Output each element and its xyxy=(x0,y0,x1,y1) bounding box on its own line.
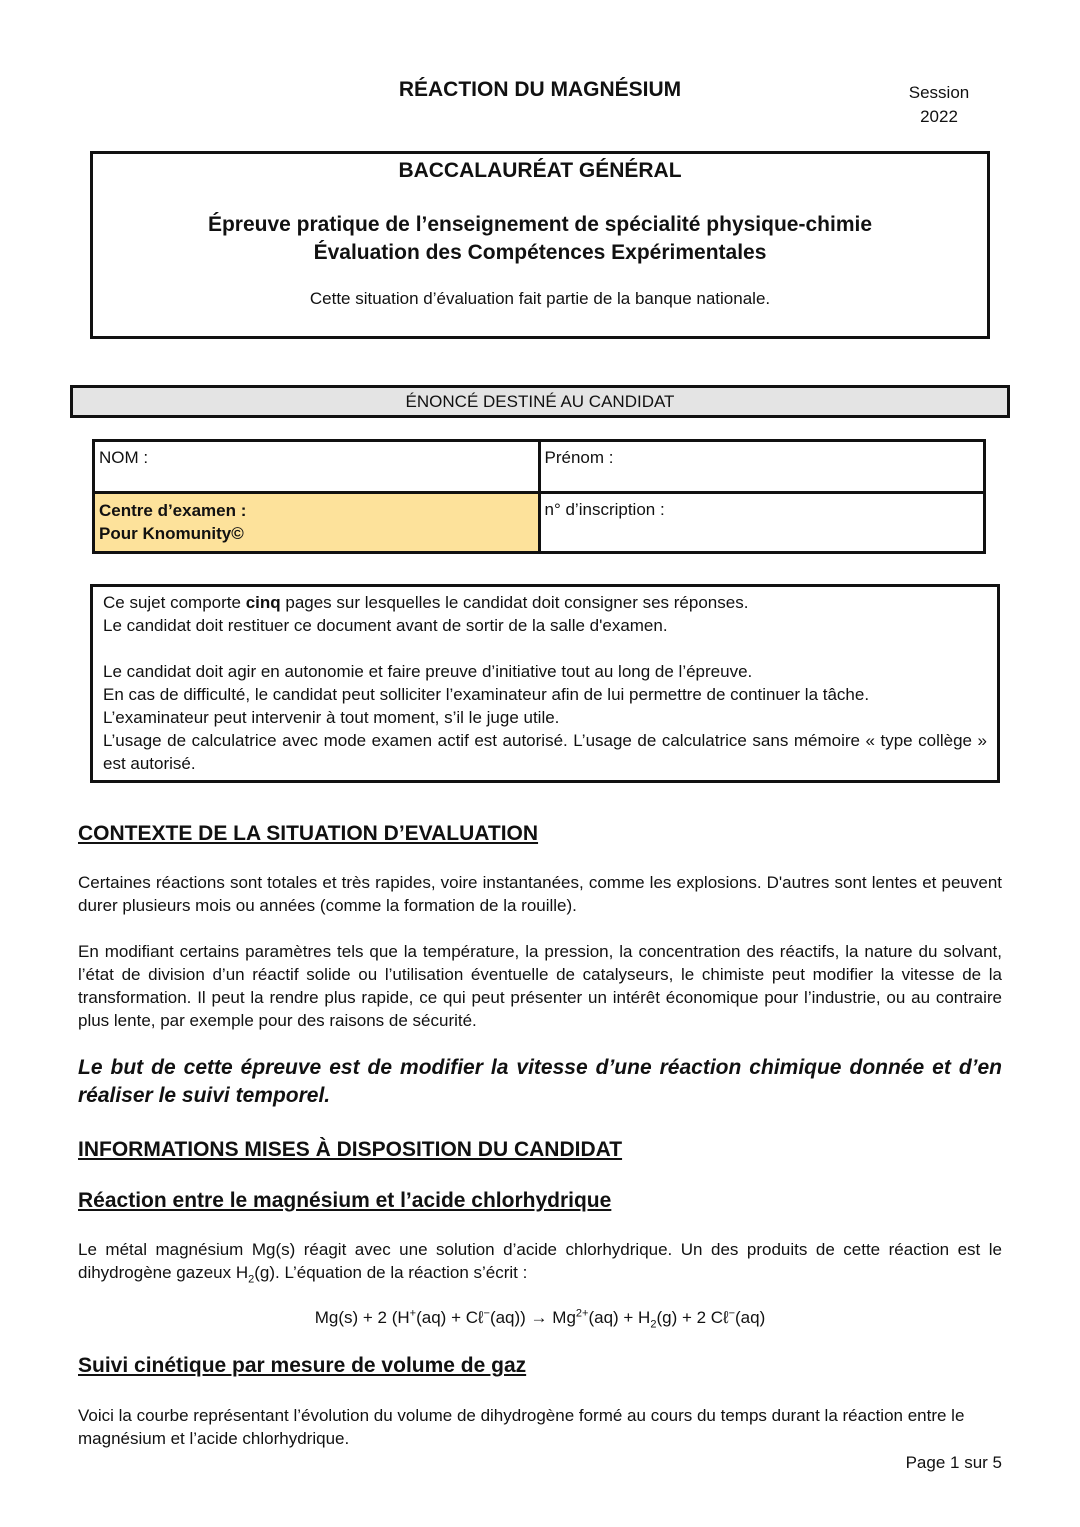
session-info xyxy=(880,81,998,129)
instruction-text: Ce sujet comporte xyxy=(103,593,246,612)
equation-part: (aq) + Cℓ xyxy=(416,1308,484,1327)
prenom-label: Prénom : xyxy=(544,448,614,467)
superscript: − xyxy=(483,1307,490,1320)
reaction-equation xyxy=(0,1307,1080,1331)
page-number: Page 1 sur 5 xyxy=(905,1453,1002,1472)
contexte-paragraph-1: Certaines réactions sont totales et très rapides, voire instantanées, comme les explosions. D'autres sont lentes et peuvent durer plusieurs mois ou années (comme la formation de la rouille). xyxy=(78,873,1002,915)
contexte-paragraph-2: En modifiant certains paramètres tels que la température, la pression, la concentration des réactifs, la nature du solvant, l’état de division d’un réactif solide ou l’utilisation éventuelle de catalyseurs, le chimiste peut modifier la vitesse de la transformation. Il peut la rendre plus rapide, ce qui peut présenter un intérêt économique pour l’industrie, ou au contraire plus lente, par exemple pour des raisons de sécurité. xyxy=(78,942,1002,1030)
exam-subtitle-line2: Évaluation des Compétences Expérimentales xyxy=(313,241,767,264)
centre-label: Centre d’examen : xyxy=(99,501,247,520)
session-label: Session xyxy=(908,83,970,102)
instruction-line: L’examinateur peut intervenir à tout moment, s’il le juge utile. xyxy=(103,708,560,727)
instruction-line xyxy=(103,591,987,614)
equation-part: (aq) xyxy=(735,1308,766,1327)
equation-part: (aq)) → Mg xyxy=(489,1308,576,1327)
reaction-text: Le métal magnésium Mg(s) réagit avec une solution d’acide chlorhydrique. Un des produits de cette réaction est le dihydrogène gazeux H xyxy=(78,1240,1002,1282)
instruction-line: Le candidat doit restituer ce document avant de sortir de la salle d'examen. xyxy=(103,616,668,635)
equation-part: (aq) + H xyxy=(588,1308,651,1327)
equation-part: Mg(s) + 2 (H xyxy=(314,1308,410,1327)
nom-label: NOM : xyxy=(99,448,149,467)
candidate-identity-table xyxy=(92,439,986,554)
instruction-text: pages sur lesquelles le candidat doit consigner ses réponses. xyxy=(280,593,749,612)
suivi-paragraph: Voici la courbe représentant l’évolution du volume de dihydrogène formé au cours du temps durant la réaction entre le magnésium et l’acide chlorhydrique. xyxy=(78,1406,965,1448)
prenom-field[interactable] xyxy=(539,441,985,493)
document-title: RÉACTION DU MAGNÉSIUM xyxy=(398,78,682,101)
nom-field[interactable] xyxy=(94,441,540,493)
subscript: 2 xyxy=(650,1318,657,1331)
subscript: 2 xyxy=(248,1273,255,1286)
instruction-emphasis: cinq xyxy=(245,593,281,612)
goal-statement: Le but de cette épreuve est de modifier la vitesse d’une réaction chimique donnée et d’en réaliser le suivi temporel. xyxy=(78,1056,1002,1107)
informations-heading: INFORMATIONS MISES À DISPOSITION DU CANDIDAT xyxy=(78,1138,623,1161)
instructions-box xyxy=(90,584,1000,783)
equation-part: (g) + 2 Cℓ xyxy=(656,1308,729,1327)
exam-header-box xyxy=(90,151,990,339)
superscript: 2+ xyxy=(575,1307,589,1320)
inscription-label: n° d’inscription : xyxy=(544,500,665,519)
table-row xyxy=(94,441,985,493)
contexte-heading: CONTEXTE DE LA SITUATION D’EVALUATION xyxy=(78,822,539,845)
reaction-text: (g). L’équation de la réaction s’écrit : xyxy=(254,1263,528,1282)
inscription-field[interactable] xyxy=(539,493,985,553)
instruction-line: En cas de difficulté, le candidat peut solliciter l’examinateur afin de lui permettre de continuer la tâche. xyxy=(103,685,870,704)
reaction-paragraph xyxy=(78,1238,1002,1284)
enonce-banner: ÉNONCÉ DESTINÉ AU CANDIDAT xyxy=(70,385,1010,418)
exam-subtitle-line1: Épreuve pratique de l’enseignement de spécialité physique-chimie xyxy=(207,213,873,236)
superscript: + xyxy=(409,1307,417,1320)
session-year: 2022 xyxy=(920,107,958,126)
exam-note: Cette situation d’évaluation fait partie de la banque nationale. xyxy=(309,289,771,308)
exam-subtitle xyxy=(93,211,987,267)
instruction-line: L’usage de calculatrice avec mode examen actif est autorisé. L’usage de calculatrice sans mémoire « type collège » est autorisé. xyxy=(103,731,987,773)
centre-value: Pour Knomunity© xyxy=(99,524,244,543)
suivi-subheading: Suivi cinétique par mesure de volume de gaz xyxy=(78,1354,527,1377)
superscript: − xyxy=(728,1307,736,1320)
exam-title: BACCALAURÉAT GÉNÉRAL xyxy=(398,159,682,182)
instruction-line: Le candidat doit agir en autonomie et faire preuve d’initiative tout au long de l’épreuve. xyxy=(103,662,753,681)
table-row xyxy=(94,493,985,553)
centre-field xyxy=(94,493,540,553)
reaction-subheading: Réaction entre le magnésium et l’acide chlorhydrique xyxy=(78,1189,612,1212)
